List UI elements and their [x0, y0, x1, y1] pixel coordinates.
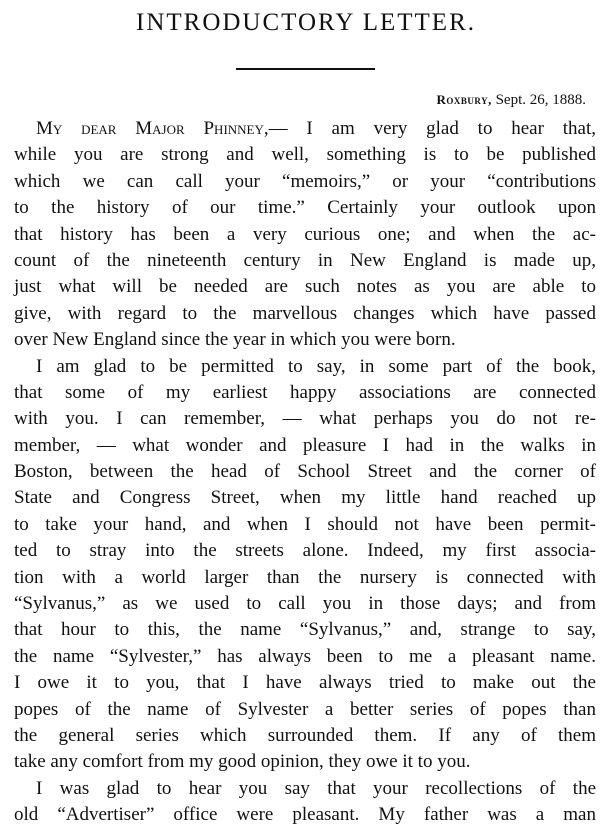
- text-line: tion with a world larger than the nursery is connected with: [14, 566, 596, 588]
- text-line: [14, 116, 596, 142]
- text-line: which we can call your “memoirs,” or your “contributions: [14, 170, 596, 192]
- text-line: ted to stray into the streets alone. Indeed, my first associa-: [14, 540, 596, 562]
- text-line: while you are strong and well, something is to be published: [14, 144, 596, 166]
- text-line: that history has been a very curious one; and when the ac-: [14, 223, 596, 245]
- text-line: that some of my earliest happy associations are connected: [14, 381, 596, 403]
- salutation: My dear Major Phinney,: [36, 118, 269, 139]
- text-line: to the history of our time.” Certainly your outlook upon: [14, 197, 596, 219]
- page-title: INTRODUCTORY LETTER.: [136, 9, 476, 36]
- title-divider: [236, 68, 375, 70]
- dateline-date: Sept. 26, 1888.: [495, 92, 586, 108]
- text-line: over New England since the year in which you were born.: [14, 329, 456, 351]
- text-line: State and Congress Street, when my little hand reached up: [14, 487, 596, 509]
- text-line: to take your hand, and when I should not have been permit-: [14, 513, 596, 535]
- text-line: count of the nineteenth century in New England is made up,: [14, 249, 596, 271]
- text-line: just what will be needed are such notes as you are able to: [14, 276, 596, 298]
- text-line: the name “Sylvester,” has always been to me a pleasant name.: [14, 645, 596, 667]
- letter-body: [14, 116, 596, 829]
- dateline: [437, 90, 587, 110]
- text-line: the general series which surrounded them. If any of them: [14, 724, 596, 746]
- text-line: that hour to this, the name “Sylvanus,” and, strange to say,: [14, 619, 596, 641]
- text-line: I was glad to hear you say that your recollections of the: [36, 777, 596, 799]
- text-line: I owe it to you, that I have always tried to make out the: [14, 672, 596, 694]
- text-line: old “Advertiser” office were pleasant. My father was a man: [14, 804, 596, 826]
- text-line: popes of the name of Sylvester a better series of popes than: [14, 698, 596, 720]
- text-line: I am glad to be permitted to say, in some part of the book,: [36, 355, 596, 377]
- line-text: — I am very glad to hear that,: [268, 118, 596, 139]
- text-line: take any comfort from my good opinion, they owe it to you.: [14, 751, 471, 773]
- text-line: with you. I can remember, — what perhaps you do not re-: [14, 408, 596, 430]
- text-line: member, — what wonder and pleasure I had in the walks in: [14, 434, 596, 456]
- text-line: “Sylvanus,” as we used to call you in those days; and from: [14, 593, 596, 615]
- text-line: give, with regard to the marvellous changes which have passed: [14, 302, 596, 324]
- text-line: Boston, between the head of School Street and the corner of: [14, 461, 596, 483]
- dateline-place: Roxbury,: [436, 92, 492, 107]
